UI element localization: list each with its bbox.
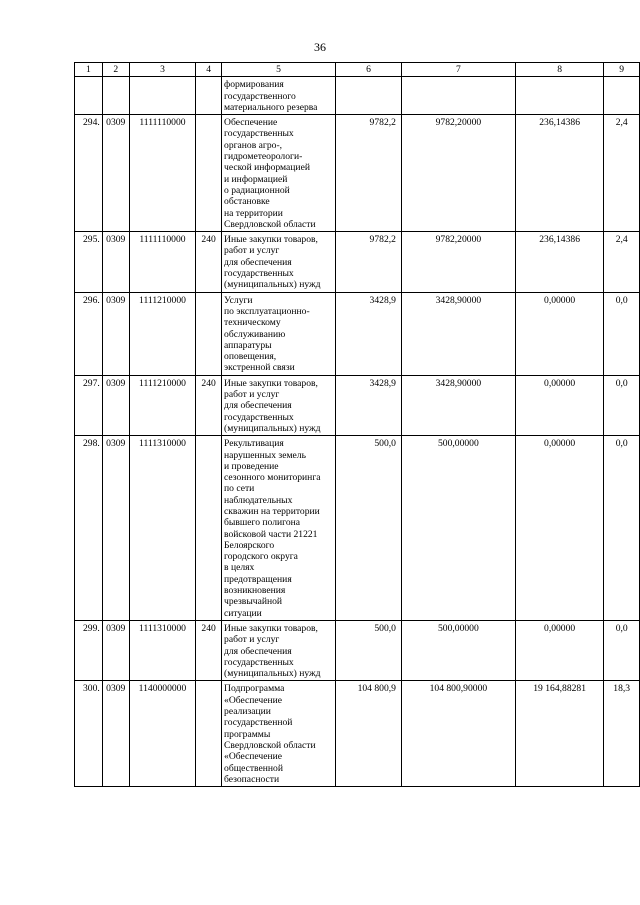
planned-amount: 9782,2 (335, 232, 401, 292)
col-header-7: 7 (401, 63, 515, 77)
approved-amount: 3428,90000 (401, 375, 515, 435)
executed-amount: 236,14386 (515, 232, 604, 292)
row-number: 297. (75, 375, 103, 435)
item-name: Рекультивация нарушенных земель и проведение сезонного мониторинга по сети наблюдательных скважин на территории бывшего полигона войсковой части 21221 Белоярского городского округа в целях предотвращения возникновения чрезвычайной ситуации (222, 436, 336, 621)
approved-amount: 500,00000 (401, 436, 515, 621)
planned-amount: 9782,2 (335, 115, 401, 232)
approved-amount: 9782,20000 (401, 232, 515, 292)
table-row (75, 232, 640, 292)
col-header-5: 5 (222, 63, 336, 77)
execution-percent (604, 77, 640, 115)
planned-amount: 3428,9 (335, 375, 401, 435)
section-code: 0309 (102, 681, 129, 787)
col-header-8: 8 (515, 63, 604, 77)
planned-amount: 104 800,9 (335, 681, 401, 787)
target-article-code: 1111310000 (129, 620, 196, 680)
page-number: 36 (314, 40, 326, 54)
section-code: 0309 (102, 232, 129, 292)
col-header-4: 4 (196, 63, 222, 77)
item-name: Подпрограмма «Обеспечение реализации государственной программы Свердловской области «Обеспечение общественной безопасности (222, 681, 336, 787)
section-code (102, 77, 129, 115)
section-code: 0309 (102, 620, 129, 680)
table-row (75, 77, 640, 115)
row-number (75, 77, 103, 115)
item-name: Обеспечение государственных органов агро-, гидрометеорологи- ческой информацией и информацией о радиационной обстановке на территории Свердловской области (222, 115, 336, 232)
expense-type-code: 240 (196, 232, 222, 292)
section-code: 0309 (102, 375, 129, 435)
execution-percent: 0,0 (604, 375, 640, 435)
expense-type-code (196, 115, 222, 232)
target-article-code: 1111210000 (129, 375, 196, 435)
target-article-code: 1111110000 (129, 115, 196, 232)
execution-percent: 0,0 (604, 620, 640, 680)
executed-amount: 19 164,88281 (515, 681, 604, 787)
executed-amount: 0,00000 (515, 375, 604, 435)
target-article-code: 1111110000 (129, 232, 196, 292)
target-article-code: 1140000000 (129, 681, 196, 787)
col-header-3: 3 (129, 63, 196, 77)
target-article-code (129, 77, 196, 115)
table-row (75, 436, 640, 621)
row-number: 294. (75, 115, 103, 232)
row-number: 299. (75, 620, 103, 680)
execution-percent: 0,0 (604, 436, 640, 621)
execution-percent: 18,3 (604, 681, 640, 787)
table-row (75, 681, 640, 787)
executed-amount: 0,00000 (515, 620, 604, 680)
executed-amount: 236,14386 (515, 115, 604, 232)
table-row (75, 620, 640, 680)
item-name: Иные закупки товаров, работ и услуг для обеспечения государственных (муниципальных) нужд (222, 375, 336, 435)
row-number: 295. (75, 232, 103, 292)
table-row (75, 375, 640, 435)
col-header-6: 6 (335, 63, 401, 77)
table-row (75, 292, 640, 375)
expense-type-code (196, 436, 222, 621)
execution-percent: 2,4 (604, 232, 640, 292)
expense-type-code (196, 681, 222, 787)
row-number: 296. (75, 292, 103, 375)
table-row (75, 115, 640, 232)
approved-amount: 9782,20000 (401, 115, 515, 232)
item-name: Услуги по эксплуатационно- техническому обслуживанию аппаратуры оповещения, экстренной связи (222, 292, 336, 375)
executed-amount: 0,00000 (515, 292, 604, 375)
execution-percent: 2,4 (604, 115, 640, 232)
item-name: формирования государственного материального резерва (222, 77, 336, 115)
expense-type-code (196, 292, 222, 375)
table-header-row (75, 63, 640, 77)
expense-type-code (196, 77, 222, 115)
approved-amount: 500,00000 (401, 620, 515, 680)
planned-amount: 3428,9 (335, 292, 401, 375)
executed-amount (515, 77, 604, 115)
section-code: 0309 (102, 436, 129, 621)
section-code: 0309 (102, 292, 129, 375)
row-number: 300. (75, 681, 103, 787)
section-code: 0309 (102, 115, 129, 232)
budget-table (74, 62, 640, 787)
execution-percent: 0,0 (604, 292, 640, 375)
planned-amount: 500,0 (335, 620, 401, 680)
col-header-2: 2 (102, 63, 129, 77)
target-article-code: 1111210000 (129, 292, 196, 375)
row-number: 298. (75, 436, 103, 621)
planned-amount (335, 77, 401, 115)
expense-type-code: 240 (196, 620, 222, 680)
col-header-1: 1 (75, 63, 103, 77)
approved-amount: 3428,90000 (401, 292, 515, 375)
target-article-code: 1111310000 (129, 436, 196, 621)
col-header-9: 9 (604, 63, 640, 77)
item-name: Иные закупки товаров, работ и услуг для обеспечения государственных (муниципальных) нужд (222, 620, 336, 680)
executed-amount: 0,00000 (515, 436, 604, 621)
approved-amount: 104 800,90000 (401, 681, 515, 787)
expense-type-code: 240 (196, 375, 222, 435)
approved-amount (401, 77, 515, 115)
planned-amount: 500,0 (335, 436, 401, 621)
item-name: Иные закупки товаров, работ и услуг для обеспечения государственных (муниципальных) нужд (222, 232, 336, 292)
